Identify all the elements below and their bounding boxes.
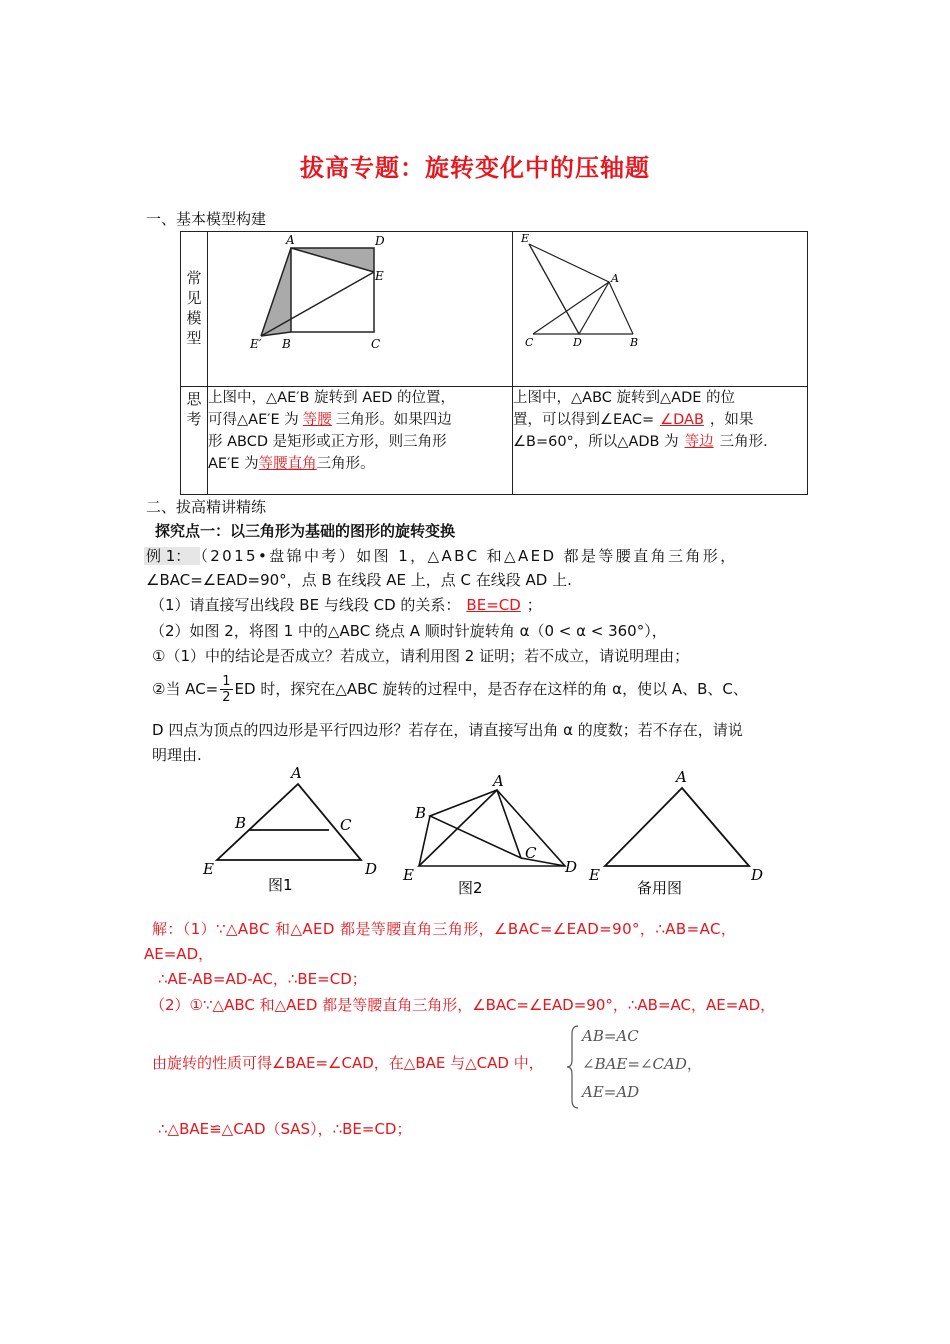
- caption-fig3: 备用图: [637, 879, 683, 897]
- svg-text:B: B: [415, 804, 427, 822]
- equation-system: [582, 1022, 702, 1106]
- svg-text:A: A: [291, 764, 302, 782]
- svg-text:B: B: [235, 814, 247, 832]
- question-2: （2）如图 2，将图 1 中的△ABC 绕点 A 顺时针旋转角 α（0 < α < 360°），: [150, 622, 667, 640]
- figure-3: [588, 768, 763, 897]
- label-C: C: [371, 337, 381, 351]
- system-eq-2: ∠BAE=∠CAD，: [582, 1055, 702, 1073]
- fraction-one-half: $\frac{1}{2}$: [222, 674, 231, 705]
- question-2-3: D 四点为顶点的四边形是平行四边形？若存在，请直接写出角 α 的度数；若不存在，请说: [152, 721, 743, 739]
- right-line-1: 上图中，△ABC 旋转到△ADE 的位: [513, 390, 736, 406]
- row-label-thinking: 思考: [181, 387, 208, 495]
- right-line-2: 置，可以得到∠EAC= ∠DAB ，如果: [513, 412, 754, 428]
- label-E: E: [375, 269, 384, 283]
- rotation-triangle-figure: [513, 232, 807, 382]
- row-label-models: 常见模型: [181, 232, 208, 387]
- solution-line-2: AE=AD，: [144, 945, 214, 963]
- label-B: B: [282, 337, 291, 351]
- solution-line-4: （2）①∵△ABC 和△AED 都是等腰直角三角形，∠BAC=∠EAD=90°，∴AB=AC，AE=AD，: [150, 996, 776, 1014]
- svg-text:A: A: [493, 772, 504, 790]
- svg-text:E: E: [589, 866, 600, 884]
- label-A2: A: [611, 272, 619, 285]
- thinking-left: [208, 387, 513, 495]
- example-label: 例 1：: [144, 547, 200, 565]
- example-line-1: 例 1： （2015•盘锦中考）如图 1，△ABC 和△AED 都是等腰直角三角形，: [146, 547, 738, 565]
- example-line-2: ∠BAC=∠EAD=90°，点 B 在线段 AE 上，点 C 在线段 AD 上.: [146, 571, 572, 589]
- label-D2: D: [573, 336, 582, 349]
- model-table: [180, 231, 808, 495]
- left-line-4: AE′E 为等腰直角三角形。: [208, 456, 375, 472]
- solution-line-5: 由旋转的性质可得∠BAE=∠CAD，在△BAE 与△CAD 中，: [152, 1054, 544, 1072]
- svg-text:E: E: [203, 860, 214, 878]
- solution-line-6: ∴△BAE≌△CAD（SAS），∴BE=CD；: [158, 1120, 412, 1138]
- question-2-2: ②当 AC= $\frac{1}{2}$ ED 时，探究在△ABC 旋转的过程中，是否存在这样的角 α，使以 A、B、C、: [152, 674, 748, 705]
- solution-line-3: ∴AE-AB=AD-AC，∴BE=CD；: [158, 970, 367, 988]
- label-E-prime: E′: [250, 337, 262, 351]
- label-B2: B: [630, 336, 639, 349]
- rotation-square-figure: [208, 232, 512, 382]
- blank-isosceles: 等腰: [302, 412, 332, 428]
- model-figure-2: [513, 232, 808, 387]
- page-title: 拔高专题：旋转变化中的压轴题: [300, 154, 650, 182]
- blank-angle: ∠DAB: [660, 412, 704, 428]
- left-line-2: 可得△AE′E 为 等腰 三角形。如果四边: [208, 412, 452, 428]
- example-figures: [195, 762, 785, 902]
- svg-text:C: C: [340, 816, 352, 834]
- caption-fig2: 图2: [458, 879, 483, 897]
- label-E2: E: [521, 232, 530, 245]
- figure-1: [202, 764, 377, 894]
- svg-text:D: D: [365, 860, 378, 878]
- svg-text:C: C: [525, 844, 537, 862]
- left-line-3: 形 ABCD 是矩形或正方形，则三角形: [208, 434, 447, 450]
- question-1: （1）请直接写出线段 BE 与线段 CD 的关系： BE=CD ；: [150, 596, 542, 614]
- blank-isosceles-right: 等腰直角: [258, 456, 317, 472]
- svg-text:D: D: [565, 858, 578, 876]
- system-eq-1: AB=AC: [582, 1027, 639, 1045]
- svg-text:E: E: [403, 866, 414, 884]
- label-D: D: [375, 234, 385, 248]
- left-line-1: 上图中，△AE′B 旋转到 AED 的位置，: [208, 390, 456, 406]
- svg-text:A: A: [676, 768, 687, 786]
- figure-2: [402, 772, 577, 897]
- svg-text:D: D: [751, 866, 764, 884]
- label-C2: C: [525, 336, 534, 349]
- system-eq-3: AE=AD: [582, 1083, 640, 1101]
- blank-answer-1: BE=CD: [466, 596, 521, 614]
- explore-point-1: 探究点一：以三角形为基础的图形的旋转变换: [155, 522, 456, 540]
- blank-equilateral: 等边: [684, 434, 714, 450]
- question-2-1: ①（1）中的结论是否成立？若成立，请利用图 2 证明；若不成立，请说明理由；: [152, 647, 690, 665]
- model-figure-1: [208, 232, 513, 387]
- section-heading-1: 一、基本模型构建: [146, 210, 267, 228]
- solution-line-1: 解：（1）∵△ABC 和△AED 都是等腰直角三角形，∠BAC=∠EAD=90°，∴AB=AC，: [152, 920, 737, 938]
- label-A: A: [286, 233, 295, 247]
- right-line-3: ∠B=60°，所以△ADB 为 等边 三角形.: [513, 434, 768, 450]
- section-heading-2: 二、拔高精讲精练: [146, 498, 267, 516]
- question-2-4: 明理由.: [152, 746, 202, 764]
- system-brace: [566, 1024, 580, 1110]
- caption-fig1: 图1: [268, 876, 293, 894]
- thinking-right: [513, 387, 808, 495]
